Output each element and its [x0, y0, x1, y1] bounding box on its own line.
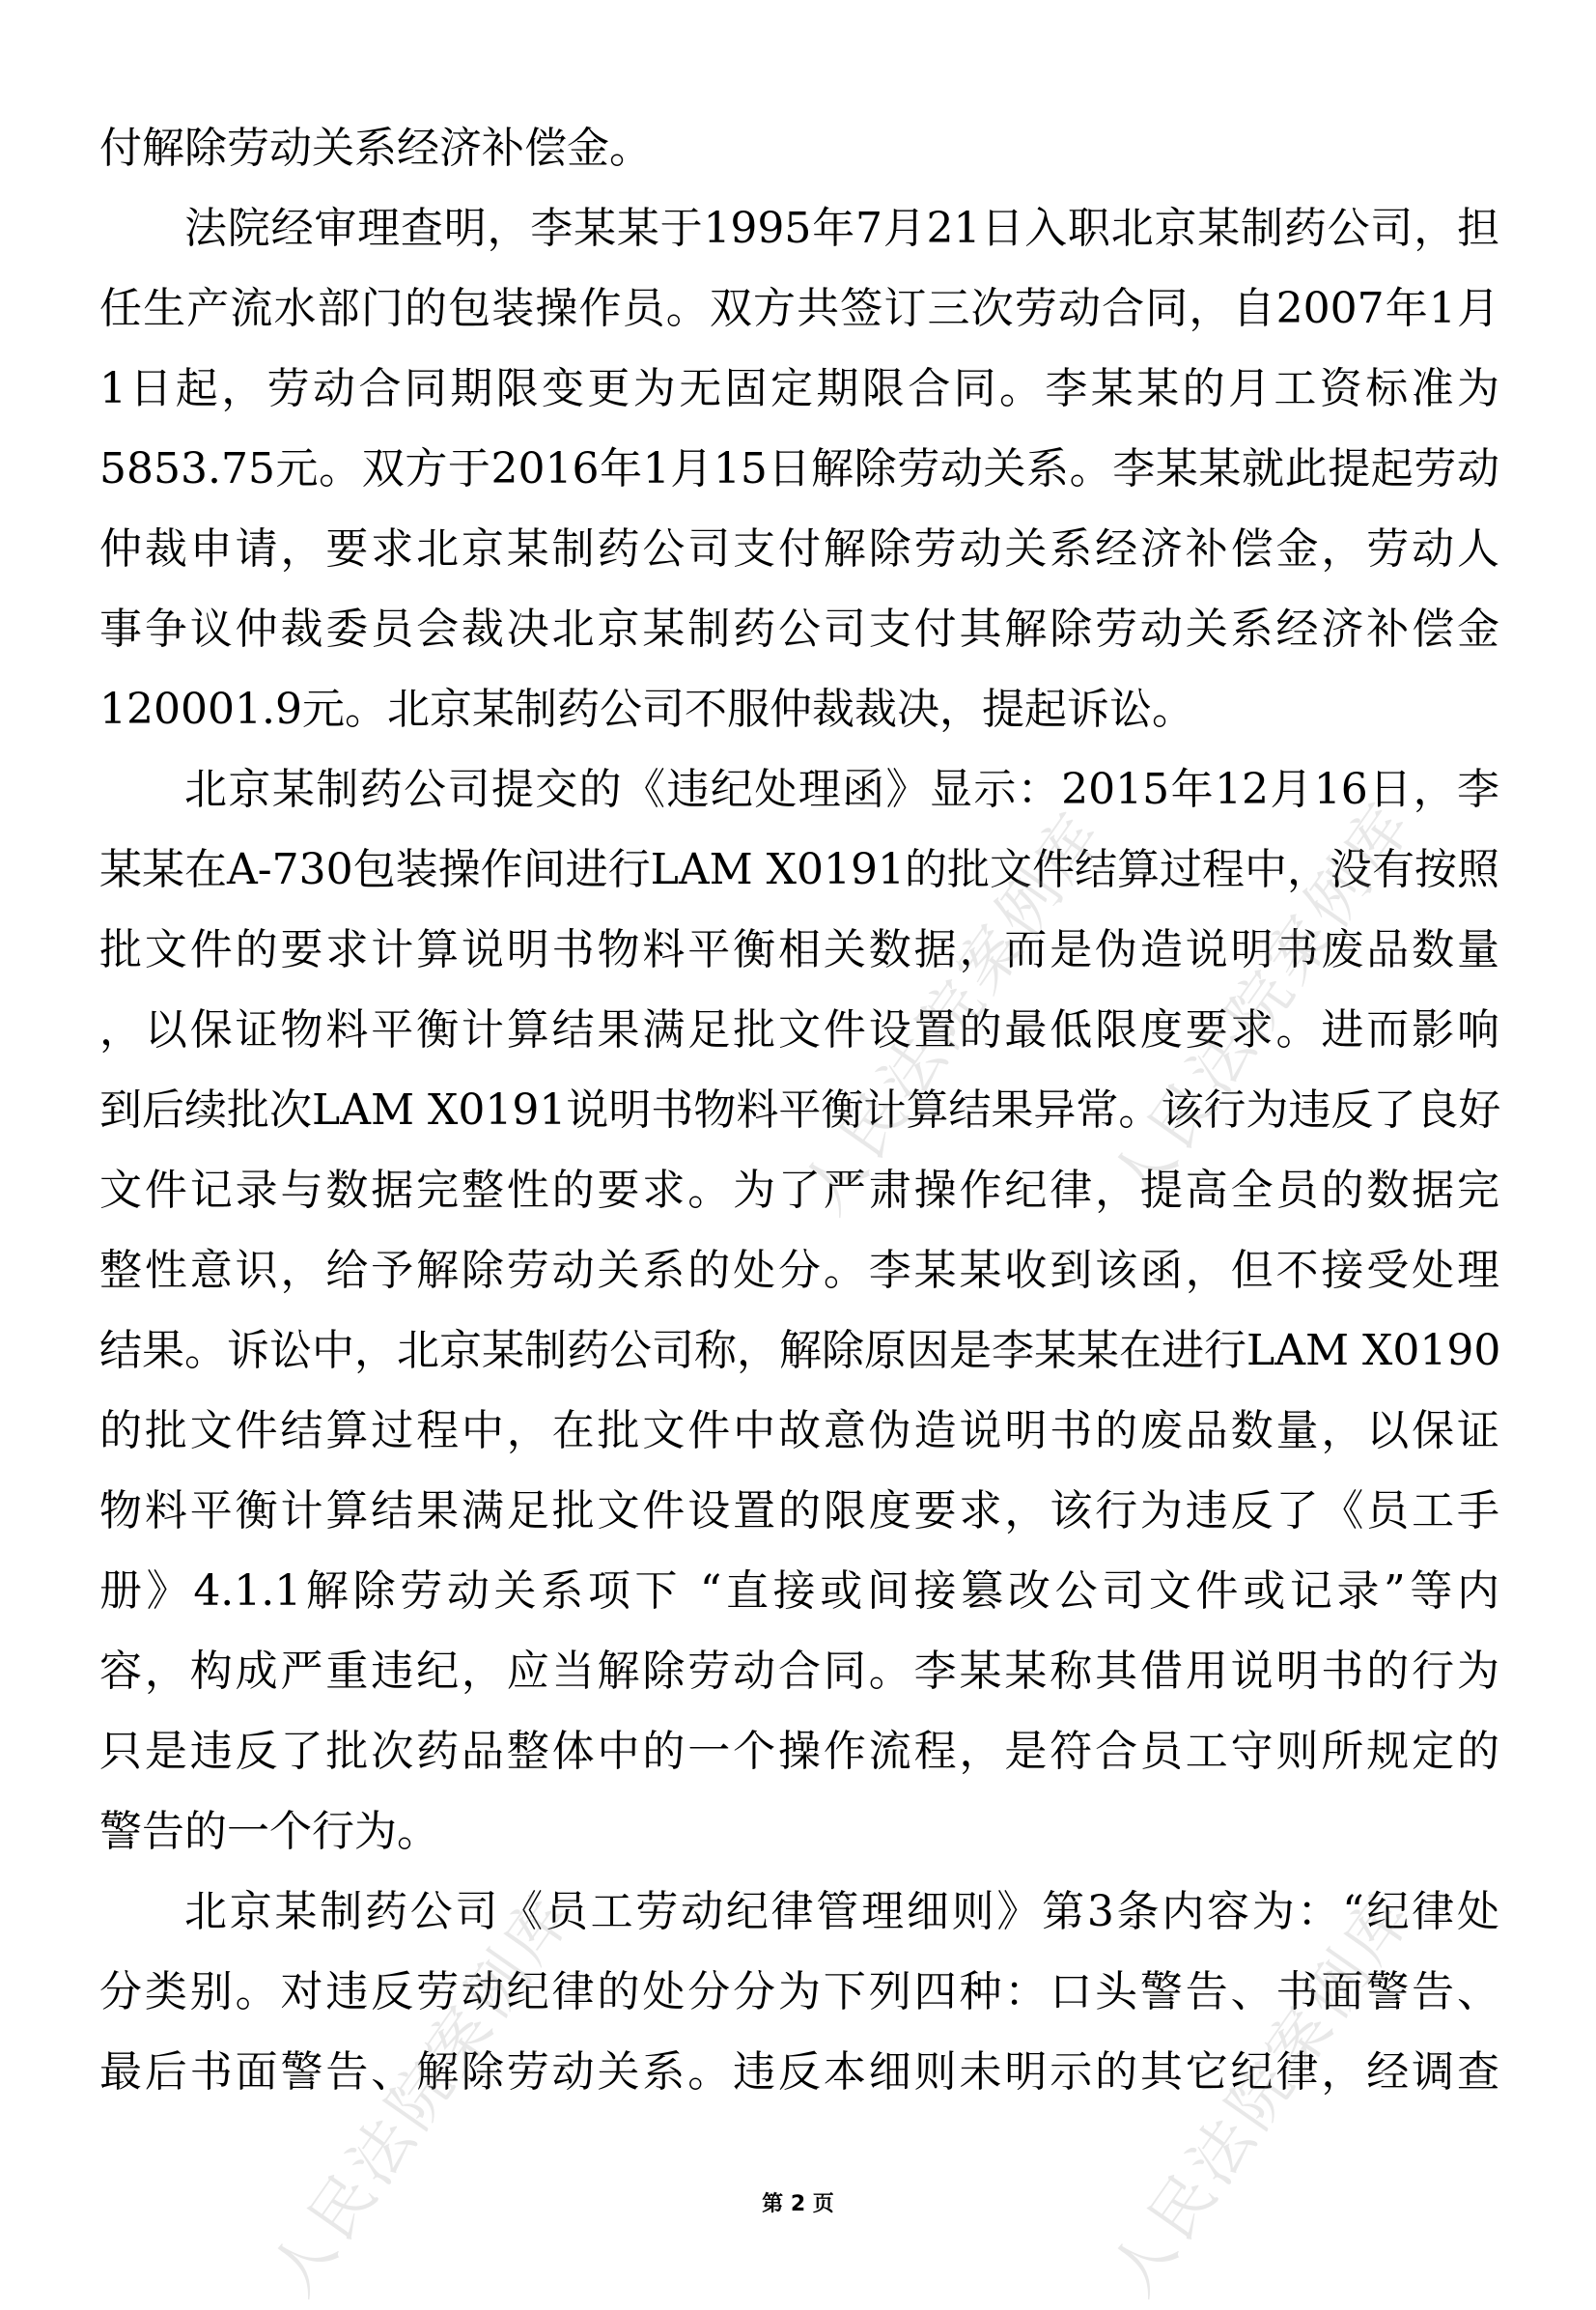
- text-line: 物料平衡计算结果满足批文件设置的限度要求，该行为违反了《员工手: [99, 1486, 1499, 1535]
- text-line: 结果。诉讼中，北京某制药公司称，解除原因是李某某在进行LAM X0190: [99, 1326, 1501, 1375]
- text-line: 5853.75元。双方于2016年1月15日解除劳动关系。李某某就此提起劳动: [99, 444, 1499, 493]
- text-line: 法院经审理查明，李某某于1995年7月21日入职北京某制药公司，担: [184, 204, 1499, 253]
- text-line: 只是违反了批次药品整体中的一个操作流程，是符合员工守则所规定的: [99, 1727, 1499, 1776]
- watermark-text: 人民法院案例库: [788, 798, 1119, 1227]
- text-line: 事争议仲裁委员会裁决北京某制药公司支付其解除劳动关系经济补偿金: [99, 605, 1499, 654]
- text-line: 某某在A-730包装操作间进行LAM X0191的批文件结算过程中，没有按照: [99, 845, 1499, 894]
- paragraph-continuation: [99, 108, 1499, 188]
- text-line: 付解除劳动关系经济补偿金。: [99, 124, 652, 173]
- text-line: 批文件的要求计算说明书物料平衡相关数据，而是伪造说明书废品数量: [99, 925, 1499, 974]
- text-line: ，以保证物料平衡计算结果满足批文件设置的最低限度要求。进而影响: [99, 1005, 1499, 1055]
- page-number: 第 2 页: [762, 2192, 834, 2216]
- text-line: 册》4.1.1解除劳动关系项下 “直接或间接篡改公司文件或记录”等内: [99, 1566, 1499, 1616]
- text-line: 北京某制药公司提交的《违纪处理函》显示：2015年12月16日，李: [184, 765, 1499, 814]
- text-line: 文件记录与数据完整性的要求。为了严肃操作纪律，提高全员的数据完: [99, 1166, 1499, 1215]
- text-line: 警告的一个行为。: [99, 1807, 439, 1856]
- document-body: [99, 108, 1499, 2112]
- text-line: 整性意识，给予解除劳动关系的处分。李某某收到该函，但不接受处理: [99, 1246, 1499, 1295]
- text-line: 最后书面警告、解除劳动关系。违反本细则未明示的其它纪律，经调查: [99, 2047, 1499, 2097]
- watermark-text: 人民法院案例库: [257, 1879, 588, 2309]
- text-line: 分类别。对违反劳动纪律的处分分为下列四种：口头警告、书面警告、: [99, 1967, 1499, 2016]
- text-line: 的批文件结算过程中，在批文件中故意伪造说明书的废品数量，以保证: [99, 1406, 1499, 1455]
- text-line: 1日起，劳动合同期限变更为无固定期限合同。李某某的月工资标准为: [99, 364, 1499, 413]
- text-line: 到后续批次LAM X0191说明书物料平衡计算结果异常。该行为违反了良好: [99, 1085, 1501, 1135]
- watermark-text: 人民法院案例库: [1097, 1879, 1428, 2309]
- paragraph-discipline-rules: [99, 1872, 1499, 2112]
- paragraph-disciplinary-letter: [99, 749, 1499, 1872]
- text-line: 容，构成严重违纪，应当解除劳动合同。李某某称其借用说明书的行为: [99, 1647, 1499, 1696]
- text-line: 仲裁申请，要求北京某制药公司支付解除劳动关系经济补偿金，劳动人: [99, 524, 1499, 574]
- paragraph-court-findings: [99, 188, 1499, 749]
- text-line: 北京某制药公司《员工劳动纪律管理细则》第3条内容为：“纪律处: [184, 1887, 1499, 1936]
- watermark-text: 人民法院案例库: [1097, 788, 1428, 1218]
- text-line: 任生产流水部门的包装操作员。双方共签订三次劳动合同，自2007年1月: [99, 284, 1499, 333]
- text-line: 120001.9元。北京某制药公司不服仲裁裁决，提起诉讼。: [99, 685, 1194, 734]
